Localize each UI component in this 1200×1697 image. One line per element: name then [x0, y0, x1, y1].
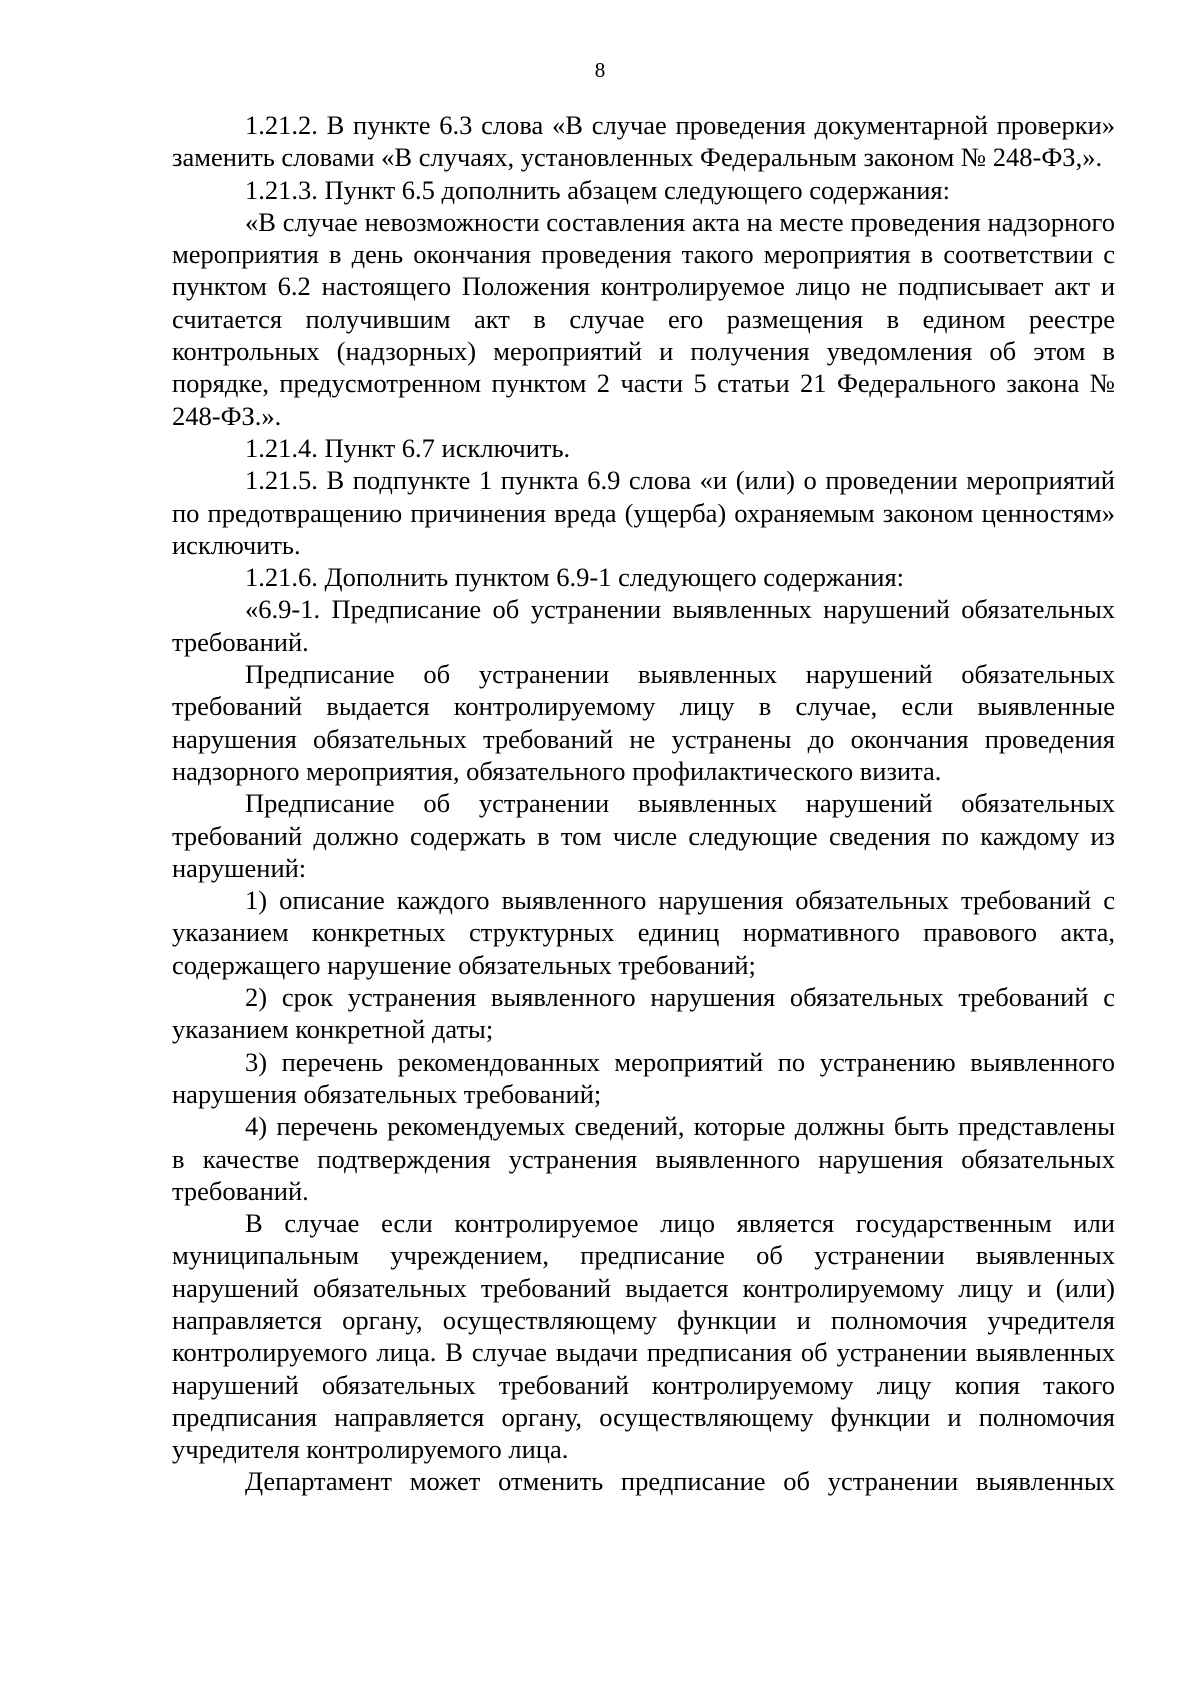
list-item-4: 4) перечень рекомендуемых сведений, которые должны быть представлены в качестве подтверждения устранения выявленного нарушения обязательных требований.: [172, 1111, 1115, 1206]
paragraph-1-21-5: 1.21.5. В подпункте 1 пункта 6.9 слова «и (или) о проведении мероприятий по предотвращению причинения вреда (ущерба) охраняемым законом ценностям» исключить.: [172, 465, 1115, 560]
paragraph-1-21-3: 1.21.3. Пункт 6.5 дополнить абзацем следующего содержания:: [245, 174, 950, 205]
paragraph-department-cancel: Департамент может отменить предписание об устранении выявленных: [245, 1466, 1115, 1497]
list-item-2: 2) срок устранения выявленного нарушения обязательных требований с указанием конкретной даты;: [172, 982, 1115, 1045]
paragraph-contents: Предписание об устранении выявленных нарушений обязательных требований должно содержать в том числе следующие сведения по каждому из нарушений:: [172, 788, 1115, 883]
paragraph-1-21-2: 1.21.2. В пункте 6.3 слова «В случае проведения документарной проверки» заменить словами «В случаях, установленных Федеральным законом № 248-ФЗ,».: [172, 110, 1115, 173]
paragraph-state-institution: В случае если контролируемое лицо является государственным или муниципальным учреждением, предписание об устранении выявленных нарушений обязательных требований выдается контролируемому лицу и (или) направляется органу, осуществляющему функции и полномочия учредителя контролируемого лица. В случае выдачи предписания об устранении выявленных нарушений обязательных требований контролируемому лицу копия такого предписания направляется органу, осуществляющему функции и полномочия учредителя контролируемого лица.: [172, 1208, 1115, 1465]
paragraph-quote-6-5: «В случае невозможности составления акта на месте проведения надзорного мероприятия в день окончания проведения такого мероприятия в соответствии с пунктом 6.2 настоящего Положения контролируемое лицо не подписывает акт и считается получившим акт в случае его размещения в едином реестре контрольных (надзорных) мероприятий и получения уведомления об этом в порядке, предусмотренном пунктом 2 части 5 статьи 21 Федерального закона № 248-ФЗ.».: [172, 206, 1115, 431]
list-item-1: 1) описание каждого выявленного нарушения обязательных требований с указанием конкретных структурных единиц нормативного правового акта, содержащего нарушение обязательных требований;: [172, 885, 1115, 980]
document-body: [172, 109, 1115, 1498]
paragraph-1-21-4: 1.21.4. Пункт 6.7 исключить.: [245, 432, 571, 463]
list-item-3: 3) перечень рекомендованных мероприятий по устранению выявленного нарушения обязательных требований;: [172, 1046, 1115, 1109]
paragraph-1-21-6: 1.21.6. Дополнить пунктом 6.9-1 следующего содержания:: [245, 562, 905, 593]
paragraph-issuance: Предписание об устранении выявленных нарушений обязательных требований выдается контролируемому лицу в случае, если выявленные нарушения обязательных требований не устранены до окончания проведения надзорного мероприятия, обязательного профилактического визита.: [172, 659, 1115, 786]
page-number: 8: [594, 58, 606, 82]
paragraph-6-9-1-heading: «6.9-1. Предписание об устранении выявленных нарушений обязательных требований.: [172, 594, 1115, 657]
